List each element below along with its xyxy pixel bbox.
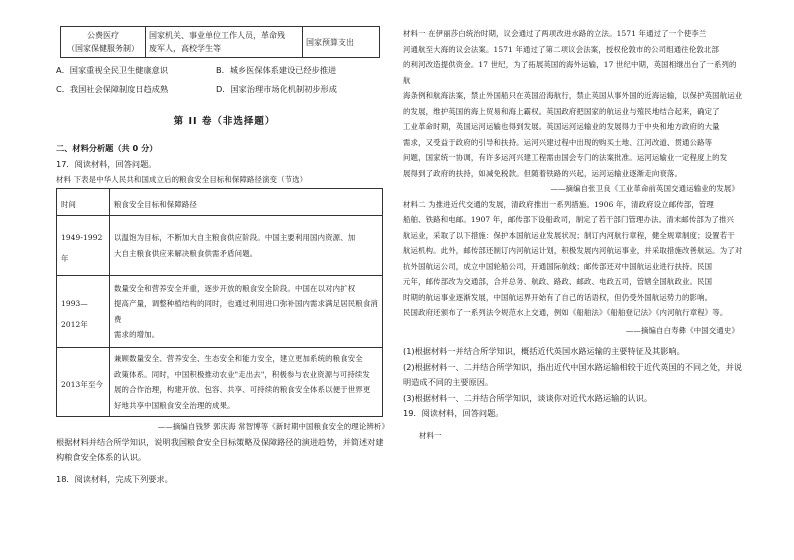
material-1-line: 材料一 在伊丽莎白统治时期，议会通过了两项改进水路的立法。1571 年通过了一个使李兰 (403, 29, 707, 38)
material-2-line: 民国政府还颁布了一系列法令规范水上交通，例如《船舶法》《船舶登记法》《内河航行章程》等。 (403, 308, 728, 317)
material-1-line: 工业革命时期，英国运河运输也得到发展。英国运河运输业的发展得力于中央和地方政府的大量 (403, 122, 720, 131)
table-row-content: 兼顾数量安全、营养安全、生态安全和能力安全，建立更加系统的粮食安全 政策体系。同时，中国积极推动农业"走出去"，积极参与农业资源与可持续发 展的合作治理，构建开放、包容、共享、可持续的粮食安全体系以便于世界更 好地共享中国粮食安全治理的成果。 (110, 348, 383, 417)
q18-question-2-cont: 明造成不同的主要原因。 (403, 377, 494, 387)
material-2-line: 航运业，采取了以下措施：保护本国航运业发展状况；制订内河航行章程，健全规章制度；设置若干 (403, 230, 735, 240)
q18-prompt: 18．阅读材料，完成下列要求。 (56, 473, 173, 484)
table-row-content: 以温饱为目标，不断加大自主粮食供应阶段。中国主要利用国内资源、加 大自主粮食供应来解决粮食供需矛盾问题。 (110, 216, 383, 276)
material-1-line: 的发展，维护英国的海上贸易和海上霸权。英国政府把国家的航运业与殖民地结合起来，确定了 (403, 106, 720, 116)
material-2-line: 时期的航运事业逐渐发展，中国航运界开始有了自己的话语权，但仍受外国航运势力的影响。 (403, 292, 713, 302)
material-2-line: 材料二 为推进近代交通的发展，清政府推出一系列措施。1906 年，清政府设立邮传部，管理 (403, 199, 714, 209)
material-2-line: 元年，邮传部改为交通部，合并总务、航政、路政、邮政、电政五司，管辖全国航政业。民国 (403, 277, 713, 286)
material-2-line: 船舶、铁路和电邮。1907 年，邮传部下设船政司，制定了若干部门管理办法。清末邮传部为了推兴 (403, 215, 735, 224)
q17-question-line: 构粮食安全体系的认识。 (56, 452, 147, 462)
table-header-time: 时间 (57, 188, 110, 216)
q18-question-2: (2)根据材料一、二并结合所学知识，指出近代中国水路运输相较于近代英国的不同之处，并说 (403, 361, 743, 372)
material-2-line: 航运机构。此外，邮传部还制订内河航运计划，积极发展内河航运事业，并采取措施改善航运。为了对 (403, 246, 743, 255)
material-2-source: ——摘编自白寿彝《中国交通史》 (625, 325, 739, 335)
material-1-line: 的利河改造提供资金。17 世纪，为了拓展英国的海外运输，17 世纪中期，英国相继出台了一系列的航 (403, 60, 737, 85)
grain-security-table (56, 188, 383, 418)
option-c[interactable]: C．我国社会保障制度日趋成熟 (56, 84, 169, 94)
material-1-line: 展得到了政府的扶持，如减免税款。但随着铁路的兴起，运河运输业逐渐走向衰落。 (403, 168, 683, 178)
q19-prompt: 19．阅读材料，回答问题。 (403, 408, 504, 418)
table-row-period: 1949-1992年 (57, 216, 110, 276)
material-1-source: ——摘编自张卫良《工业革命前英国交通运输业的发展》 (550, 184, 739, 193)
table-cell: 公费医疗 （国家保健服务制） (61, 27, 146, 58)
answer-options (56, 61, 393, 99)
q19-material-1: 材料一 (419, 430, 442, 440)
q18-question-1: (1)根据材料一并结合所学知识，概括近代英国水路运输的主要特征及其影响。 (403, 346, 685, 356)
table-row-period: 2013年至今 (57, 348, 110, 417)
table-cell: 国家机关、事业单位工作人员，革命残 废军人，高校学生等 (146, 27, 303, 58)
right-column (403, 26, 743, 443)
section-title: 第 II 卷（非选择题） (173, 116, 276, 127)
table-row-period: 1993—2012年 (57, 276, 110, 348)
material-1-line: 海条例和航海法案，禁止外国船只在英国沿海航行，禁止英国从事外国的近海运输，以保护英国航运业 (403, 91, 743, 100)
material-1-line: 问题，国家统一协调，有许多运河兴建工程需由国会专门的法案批准。运河运输业一定程度上的发 (403, 153, 728, 162)
q17-question-line: 根据材料并结合所学知识，说明我国粮食安全目标策略及保障路径的演进趋势，并简述对建 (56, 436, 384, 447)
q18-question-3: (3)根据材料一、二并结合所学知识，谈谈你对近代水路运输的认识。 (403, 392, 653, 403)
option-a[interactable]: A．国家重视全民卫生健康意识 (56, 65, 169, 75)
table-row-content: 数量安全和营养安全并重，逐步开放的粮食安全阶段。中国在以对内扩权 提高产量，调整种植结构的同时，也通过利用进口弥补国内需求满足居民粮食消费 需求的增加。 (110, 276, 383, 348)
option-d[interactable]: D．国家治理市场化机制初步形成 (216, 84, 337, 94)
table-cell: 国家预算支出 (303, 27, 380, 58)
table-header-goal: 粮食安全目标和保障路径 (110, 188, 383, 216)
question-16-table (60, 26, 380, 58)
q17-prompt: 17．阅读材料，回答问题。 (56, 158, 157, 169)
material-2-line: 抗外国航运公司，成立中国轮船公司，开通国际航线；邮传部还对中国航运业进行扶持。民国 (403, 261, 713, 271)
left-column (56, 26, 393, 487)
material-1-line: 需求，又受益于政府的引导和扶持。运河兴建过程中出现的购买土地、江河改道、贯通公路等 (403, 137, 713, 147)
part-heading: 二、材料分析题（共 0 分） (56, 143, 158, 153)
option-b[interactable]: B．城乡医保体系建设已经步推进 (216, 65, 337, 75)
q17-source: ——摘编自钱梦 郭庆海 常智博等《新时期中国粮食安全的理论辨析》 (157, 422, 389, 431)
material-1-line: 河通航至大海的议会法案。1571 年通过了第二项议会法案，授权伦敦市的公司组通往伦敦北部 (403, 44, 719, 54)
q17-material-intro: 材料 下表是中华人民共和国成立后的粮食安全目标和保障路径演变（节选） (56, 175, 308, 184)
